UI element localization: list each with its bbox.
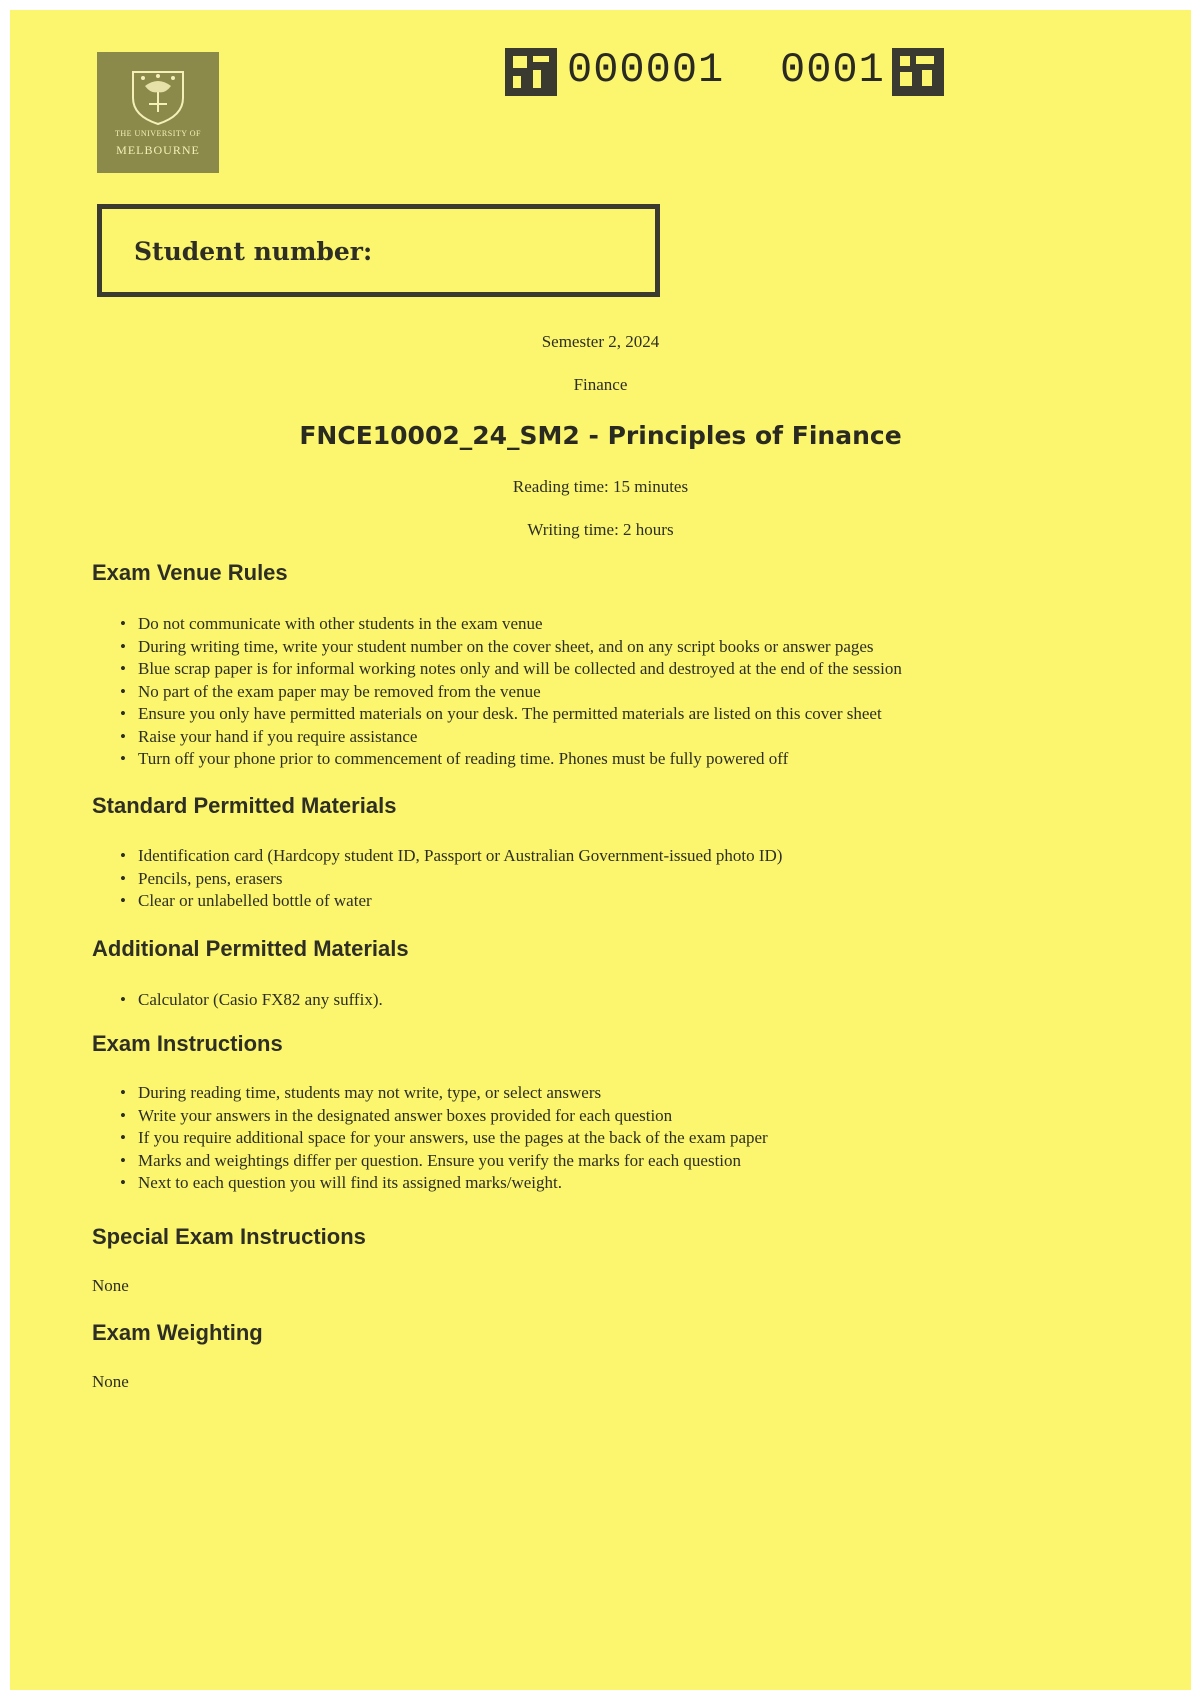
list-item: • Write your answers in the designated answer boxes provided for each question <box>120 1105 768 1128</box>
list-item: • Pencils, pens, erasers <box>120 868 782 891</box>
list-item: • If you require additional space for your answers, use the pages at the back of the exam paper <box>120 1127 768 1150</box>
additional-materials-heading: Additional Permitted Materials <box>92 936 409 961</box>
semester-line: Semester 2, 2024 <box>541 332 660 351</box>
exam-instructions-heading: Exam Instructions <box>92 1031 283 1056</box>
department-line: Finance <box>573 375 628 394</box>
list-item: • No part of the exam paper may be removed from the venue <box>120 681 902 704</box>
exam-instructions-list <box>120 1082 768 1195</box>
scan-marker-right-icon <box>892 48 944 96</box>
student-number-label: Student number: <box>134 237 373 266</box>
list-item: • Marks and weightings differ per question. Ensure you verify the marks for each question <box>120 1150 768 1173</box>
list-item: • Ensure you only have permitted materials on your desk. The permitted materials are listed on this cover sheet <box>120 703 902 726</box>
exam-title: FNCE10002_24_SM2 - Principles of Finance <box>299 421 902 450</box>
standard-materials-list <box>120 845 782 913</box>
list-item: • During reading time, students may not write, type, or select answers <box>120 1082 768 1105</box>
special-instructions-text: None <box>92 1276 129 1295</box>
student-number-box[interactable] <box>97 204 660 297</box>
additional-materials-list <box>120 989 383 1012</box>
list-item: • Do not communicate with other students in the exam venue <box>120 613 902 636</box>
list-item: • Identification card (Hardcopy student ID, Passport or Australian Government-issued photo ID) <box>120 845 782 868</box>
list-item: • Calculator (Casio FX82 any suffix). <box>120 989 383 1012</box>
writing-time: Writing time: 2 hours <box>527 520 674 539</box>
list-item: • Clear or unlabelled bottle of water <box>120 890 782 913</box>
reading-time: Reading time: 15 minutes <box>512 477 689 496</box>
list-item: • Next to each question you will find its assigned marks/weight. <box>120 1172 768 1195</box>
list-item: • Turn off your phone prior to commencement of reading time. Phones must be fully powered off <box>120 748 902 771</box>
list-item: • Blue scrap paper is for informal working notes only and will be collected and destroyed at the end of the session <box>120 658 902 681</box>
university-logo <box>97 52 219 173</box>
venue-rules-heading: Exam Venue Rules <box>92 560 288 585</box>
venue-rules-list <box>120 613 902 771</box>
list-item: • Raise your hand if you require assistance <box>120 726 902 749</box>
exam-weighting-text: None <box>92 1372 129 1391</box>
list-item: • During writing time, write your student number on the cover sheet, and on any script books or answer pages <box>120 636 902 659</box>
standard-materials-heading: Standard Permitted Materials <box>92 793 397 818</box>
special-instructions-heading: Special Exam Instructions <box>92 1224 366 1249</box>
crest-icon <box>123 64 193 126</box>
scan-marker-left-icon <box>505 48 557 96</box>
exam-cover-page <box>10 10 1191 1690</box>
paper-code-number: 000001 <box>567 46 725 94</box>
page-code-number: 0001 <box>780 46 885 94</box>
logo-university-line: THE UNIVERSITY OF <box>115 129 201 138</box>
logo-name-line: MELBOURNE <box>116 143 200 157</box>
exam-weighting-heading: Exam Weighting <box>92 1320 263 1345</box>
